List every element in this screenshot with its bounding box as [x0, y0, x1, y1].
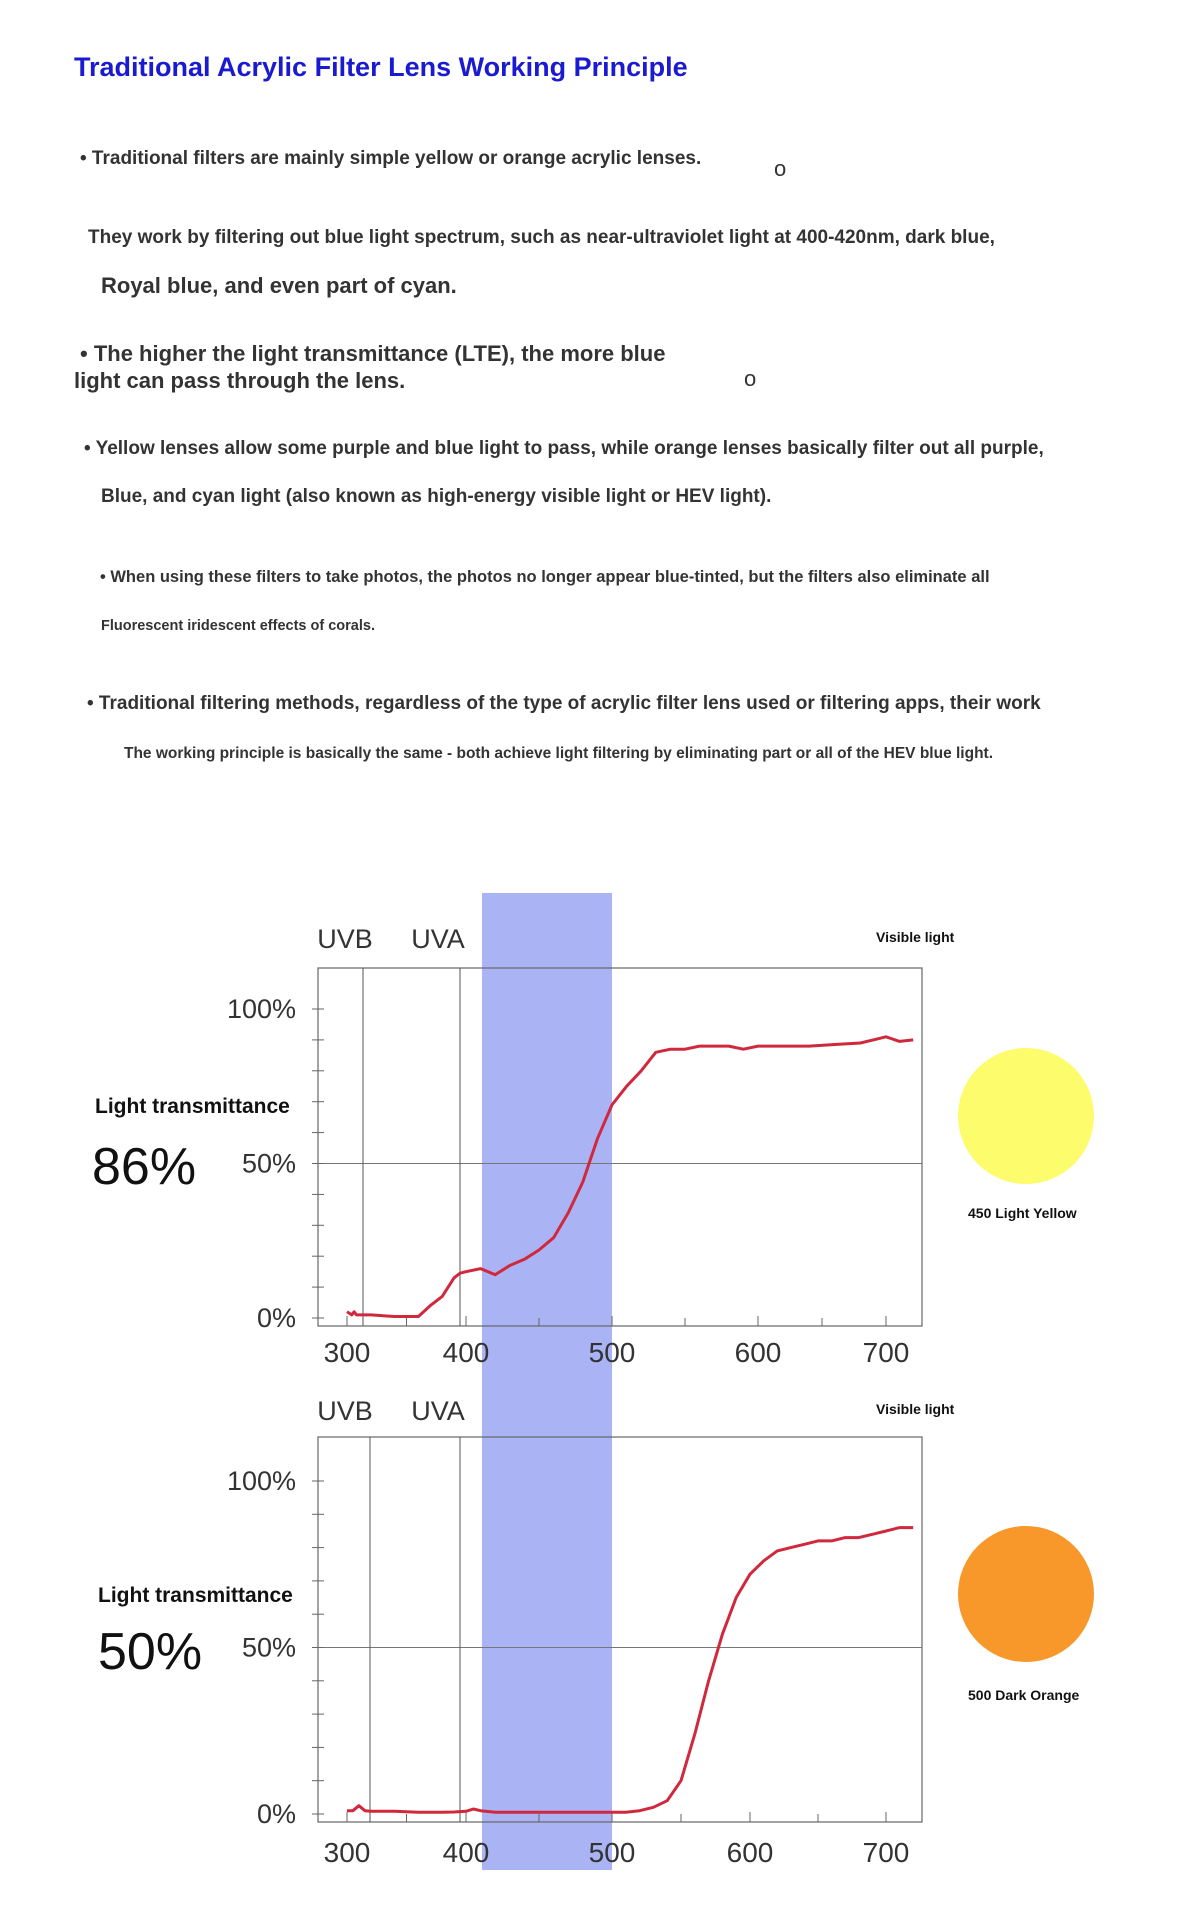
- band-label-uva: UVA: [411, 924, 465, 954]
- paragraph-4a: • Yellow lenses allow some purple and blue light to pass, while orange lenses basically filter out all purple,: [84, 438, 1044, 459]
- chart-1-transmittance-label: Light transmittance: [95, 1095, 290, 1118]
- yellow-lens-label: 450 Light Yellow: [968, 1205, 1077, 1221]
- x-tick-label: 700: [862, 1337, 910, 1368]
- y-tick-label: 0%: [256, 1303, 296, 1333]
- paragraph-2b: Royal blue, and even part of cyan.: [101, 273, 457, 298]
- page-title: Traditional Acrylic Filter Lens Working Principle: [74, 52, 688, 82]
- chart-2-transmittance-value: 50%: [98, 1623, 203, 1681]
- paragraph-5b: Fluorescent iridescent effects of corals.: [101, 618, 375, 634]
- x-tick-label: 700: [862, 1837, 910, 1868]
- y-tick-label: 100%: [226, 994, 296, 1024]
- transmittance-curve: [347, 1528, 913, 1813]
- x-tick-label: 400: [442, 1337, 490, 1368]
- paragraph-4b: Blue, and cyan light (also known as high-energy visible light or HEV light).: [101, 486, 772, 507]
- chart-2-transmittance-label: Light transmittance: [98, 1584, 293, 1607]
- x-tick-label: 500: [588, 1337, 636, 1368]
- y-tick-label: 50%: [241, 1148, 296, 1179]
- orange-lens-swatch: [958, 1526, 1094, 1662]
- band-label-uvb: UVB: [317, 1396, 373, 1426]
- y-tick-label: 50%: [241, 1632, 296, 1663]
- x-tick-label: 400: [442, 1837, 490, 1868]
- paragraph-1: • Traditional filters are mainly simple yellow or orange acrylic lenses.: [80, 148, 702, 169]
- plot-frame: [318, 968, 922, 1326]
- x-tick-label: 600: [734, 1337, 782, 1368]
- y-tick-label: 0%: [256, 1799, 296, 1829]
- paragraph-3b: light can pass through the lens.: [74, 368, 406, 393]
- transmittance-curve: [347, 1037, 913, 1317]
- paragraph-6b: The working principle is basically the same - both achieve light filtering by eliminating part or all of the HEV blue light.: [124, 745, 994, 762]
- band-label-uvb: UVB: [317, 924, 373, 954]
- paragraph-6a: • Traditional filtering methods, regardless of the type of acrylic filter lens used or filtering apps, their work: [87, 693, 1041, 714]
- x-tick-label: 500: [588, 1837, 636, 1868]
- paragraph-2a: They work by filtering out blue light spectrum, such as near-ultraviolet light at 400-420nm, dark blue,: [88, 227, 995, 248]
- paragraph-5a: • When using these filters to take photos, the photos no longer appear blue-tinted, but the filters also eliminate all: [100, 568, 990, 586]
- x-tick-label: 300: [323, 1337, 371, 1368]
- bullet-circle-2: o: [744, 366, 757, 391]
- x-tick-label: 600: [726, 1837, 774, 1868]
- hev-blue-band: [482, 893, 612, 1870]
- paragraph-3a: • The higher the light transmittance (LTE), the more blue: [80, 341, 666, 366]
- band-label-visible: Visible light: [876, 929, 955, 945]
- y-tick-label: 100%: [226, 1466, 296, 1496]
- band-label-visible: Visible light: [876, 1401, 955, 1417]
- x-tick-label: 300: [323, 1837, 371, 1868]
- chart-1-transmittance-value: 86%: [92, 1138, 197, 1196]
- yellow-lens-swatch: [958, 1048, 1094, 1184]
- orange-lens-label: 500 Dark Orange: [968, 1687, 1080, 1703]
- bullet-circle-1: o: [774, 156, 787, 181]
- band-label-uva: UVA: [411, 1396, 465, 1426]
- plot-frame: [318, 1437, 922, 1822]
